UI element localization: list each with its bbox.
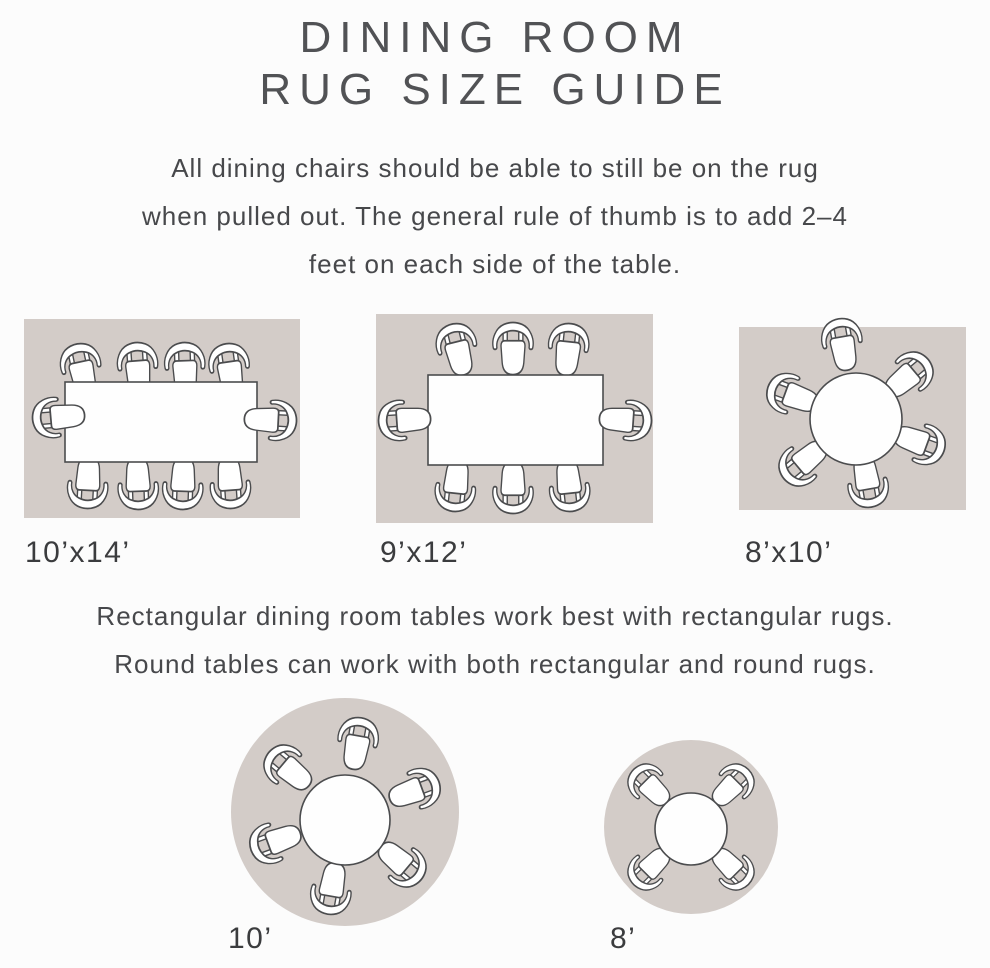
page-title-line2: RUG SIZE GUIDE [259,65,731,114]
midnote-text [0,592,990,688]
midnote-line2: Round tables can work with both rectangular and round rugs. [114,649,876,679]
diagram-rug-10x14 [24,319,300,518]
size-label-10-round: 10’ [228,922,273,955]
dining-table [428,375,603,465]
intro-line3: feet on each side of the table. [308,249,682,279]
intro-line2: when pulled out. The general rule of thumb is to add 2–4 [142,201,848,231]
dining-table [65,382,257,462]
midnote-line1: Rectangular dining room tables work best with rectangular rugs. [96,601,894,631]
diagram-rug-8-round [602,738,780,916]
dining-table-round [655,793,727,865]
diagram-rug-10-round [230,697,460,927]
intro-line1: All dining chairs should be able to still be on the rug [171,153,819,183]
size-label-9x12: 9’x12’ [380,536,468,569]
size-label-8-round: 8’ [610,922,637,955]
page-title-line1: DINING ROOM [299,13,691,62]
dining-table-round [810,373,902,465]
diagram-rug-9x12 [376,314,653,523]
dining-table-round [300,775,390,865]
size-label-8x10: 8’x10’ [745,536,833,569]
page-title [0,12,990,116]
diagram-rug-8x10 [739,303,966,510]
intro-text [0,144,990,288]
size-label-10x14: 10’x14’ [25,536,131,569]
